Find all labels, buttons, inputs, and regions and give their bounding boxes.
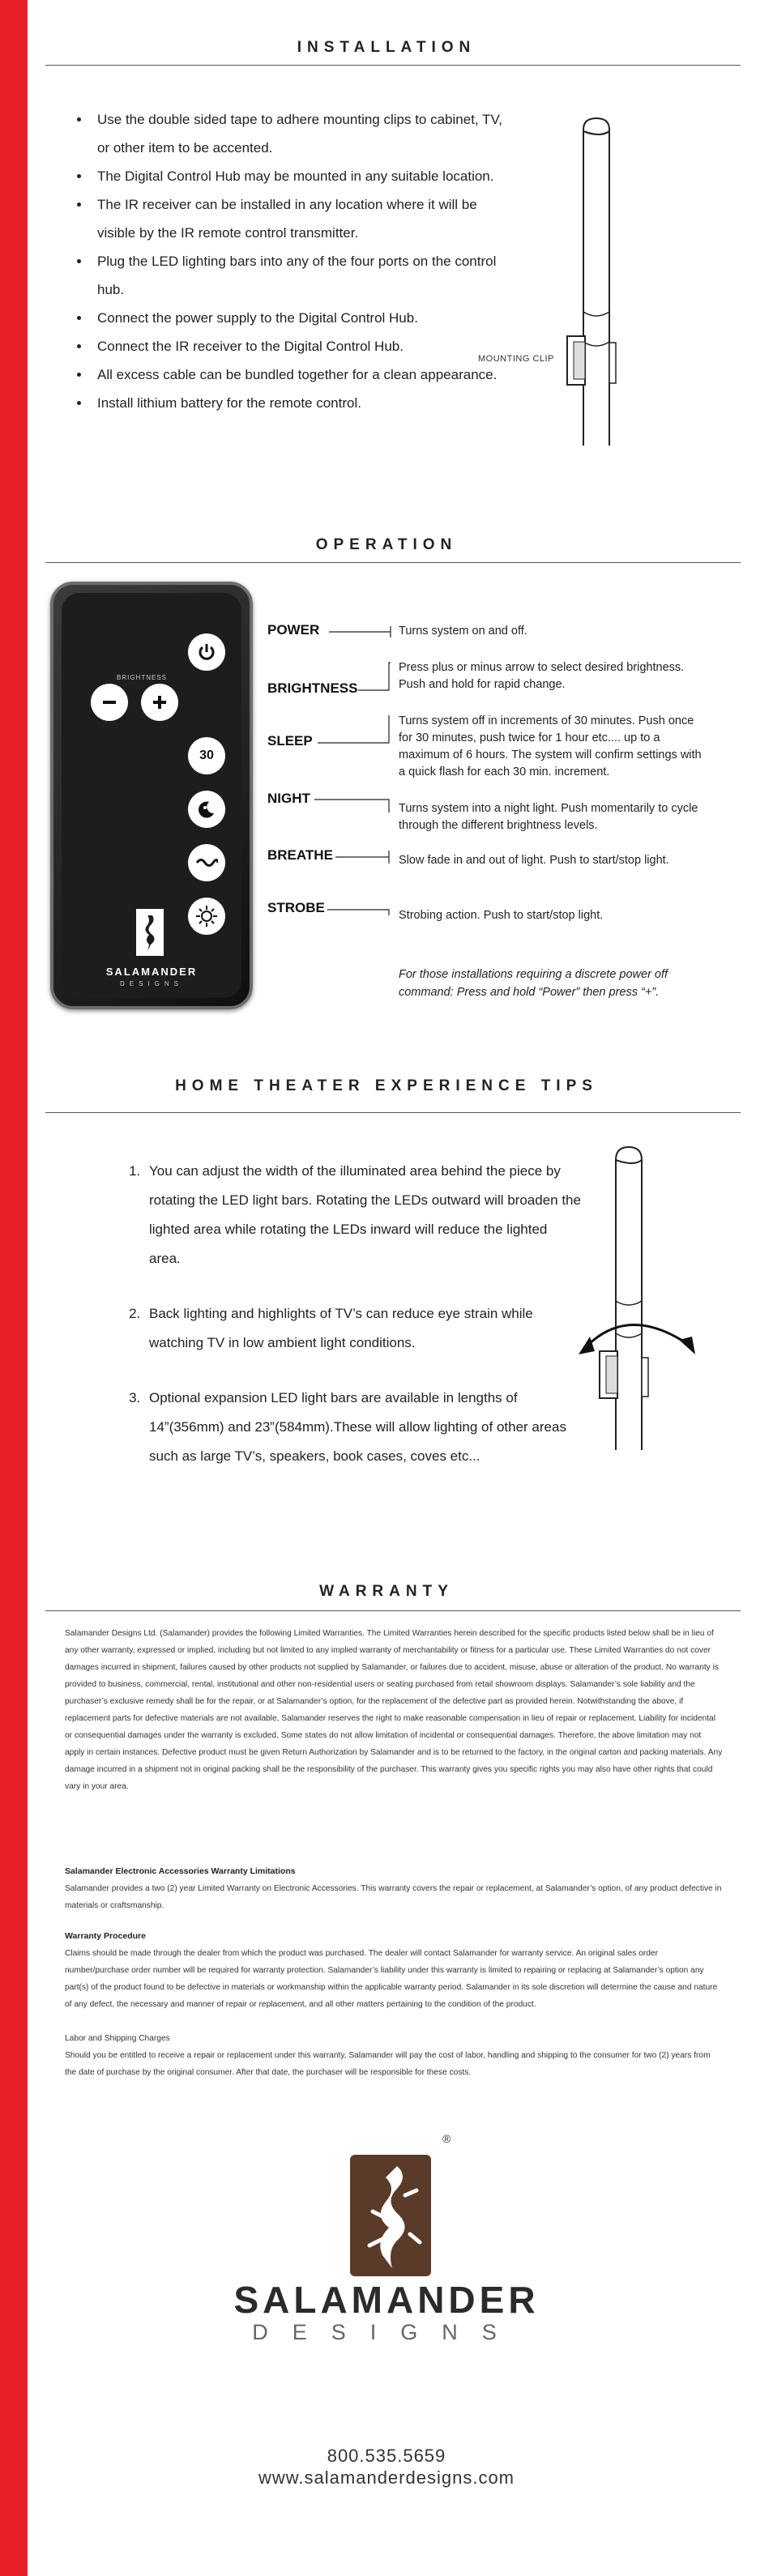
remote-brand-sub: DESIGNS (119, 980, 183, 987)
strobe-burst-icon (188, 898, 225, 935)
installation-title: INSTALLATION (297, 39, 476, 56)
list-item: • The Digital Control Hub may be mounted in any suitable location. (91, 162, 512, 190)
red-side-bar (0, 0, 28, 2576)
sleep-30-icon: 30 (188, 737, 225, 774)
brand-subtitle: DESIGNS (252, 2320, 521, 2344)
discrete-power-note: For those installations requiring a discrete power off command: Press and hold “Power” then press “+”. (399, 968, 668, 999)
led-bar-clip-illustration (551, 113, 673, 470)
tips-list (122, 1157, 582, 1497)
plus-icon (141, 684, 178, 721)
tips-title: HOME THEATER EXPERIENCE TIPS (175, 1077, 598, 1094)
brightness-row-label: BRIGHTNESS (267, 680, 358, 696)
night-label: NIGHT (267, 791, 310, 806)
remote-face (62, 593, 241, 998)
list-item: • Use the double sided tape to adhere mounting clips to cabinet, TV, or other item to be accented. (91, 105, 512, 162)
operation-divider (45, 562, 741, 563)
operation-leader-lines (267, 616, 405, 932)
registered-mark: ® (442, 2132, 451, 2145)
warranty-intro: Salamander Designs Ltd. (Salamander) provides the following Limited Warranties. The Limited Warranties herein described for the specific products listed below shall be in lieu of any other warranty, expressed or implied, including but not limited to any implied warranty of merchantability or fitness for a particular use. These Limited Warranties do not cover damages incurred in shipment, failures caused by other products not supplied by Salamander, or failures due to accident, misuse, abuse or alteration of the product. No warranty is provided to business, commercial, rental, institutional and other non-residential users or seating purchased from retail showroom displays. Salamander’s sole liability and the purchaser’s exclusive remedy shall be for the repair, or at Salamander’s option, for the replacement of the defective part as provided herein. Notwithstanding the above, if replacement parts for defective materials are not available, Salamander reserves the right to make reasonable compensation in lieu of repair or replacement. Liability for incidental or consequential damages under the warranty is excluded. Some states do not allow limitation of incidental or consequential damages. Therefore, the above limitation may not apply in certain instances. Defective product must be given Return Authorization by Salamander and is to be returned to the factory, in the original carton and packing materials. Any damage incurred in a shipment not in original packing shall be the responsibility of the purchaser. This warranty gives you specific rights you may also have other rights that could vary in your area. (65, 1629, 723, 1791)
tips-divider (45, 1112, 741, 1113)
breathe-label: BREATHE (267, 847, 333, 863)
list-item: • All excess cable can be bundled together for a clean appearance. (91, 360, 512, 389)
sleep-description: Turns system off in increments of 30 minutes. Push once for 30 minutes, push twice for 1 hour etc.... up to a maximum of 6 hours. The system will confirm settings with a quick flash for each 30 min. increment. (399, 714, 702, 778)
list-item: • Plug the LED lighting bars into any of the four ports on the control hub. (91, 247, 512, 304)
operation-title: OPERATION (315, 536, 458, 553)
power-icon (188, 633, 225, 671)
salamander-logo-icon (340, 2139, 441, 2284)
electronic-warranty-text: Salamander provides a two (2) year Limited Warranty on Electronic Accessories. This warranty covers the repair or replacement, at Salamander’s option, of any product defective in materials or craftsmanship. (65, 1884, 722, 1910)
list-item: 2. Back lighting and highlights of TV’s can reduce eye strain while watching TV in low ambient light conditions. (144, 1299, 582, 1358)
labor-shipping-text: Should you be entitled to receive a repair or replacement under this warranty, Salamander will pay the cost of labor, handling and shipping to the consumer for two (2) years from the date of purchase by the original consumer. After that date, the purchaser will be responsible for these costs. (65, 2051, 711, 2077)
warranty-title: WARRANTY (319, 1583, 454, 1600)
night-description: Turns system into a night light. Push momentarily to cycle through the different brightness levels. (399, 802, 698, 832)
power-label: POWER (267, 622, 320, 638)
brightness-description: Press plus or minus arrow to select desired brightness. Push and hold for rapid change. (399, 661, 685, 691)
sleep-label: SLEEP (267, 733, 313, 748)
list-item: • Connect the power supply to the Digital Control Hub. (91, 304, 512, 332)
warranty-procedure-text: Claims should be made through the dealer from which the product was purchased. The dealer will contact Salamander for warranty service. An original sales order number/purchase order number will be required for warranty protection. Salamander’s liability under this warranty is limited to repairing or replacing at Salamander’s option any part(s) of the product found to be defective in materials or workmanship within the applicable warranty period. Salamander in its sole discretion will determine the cause and nature of any defect, the necessary and manner of repair or replacement, and all other matters pertaining to the condition of the product. (65, 1949, 718, 2009)
strobe-label: STROBE (267, 900, 325, 915)
labor-shipping-heading: Labor and Shipping Charges (65, 2034, 170, 2043)
salamander-logo-icon (136, 909, 164, 956)
brightness-label: BRIGHTNESS (117, 674, 168, 681)
wave-icon (188, 844, 225, 881)
list-item: 1. You can adjust the width of the illuminated area behind the piece by rotating the LED light bars. Rotating the LEDs outward will broaden the lighted area while rotating the LEDs inward will reduce the lighted area. (144, 1157, 582, 1273)
list-item: • The IR receiver can be installed in any location where it will be visible by the IR remote control transmitter. (91, 190, 512, 247)
website-link[interactable]: www.salamanderdesigns.com (258, 2467, 515, 2488)
brand-name: SALAMANDER (233, 2279, 540, 2321)
list-item: 3. Optional expansion LED light bars are available in lengths of 14”(356mm) and 23”(584mm).These will allow lighting of other areas such as large TV’s, speakers, book cases, coves etc... (144, 1384, 582, 1471)
warranty-divider (45, 1610, 741, 1611)
strobe-description: Strobing action. Push to start/stop light. (399, 909, 604, 922)
phone-number: 800.535.5659 (327, 2446, 446, 2466)
rotate-led-bar-illustration (575, 1142, 721, 1466)
electronic-warranty-heading: Salamander Electronic Accessories Warranty Limitations (65, 1866, 296, 1876)
warranty-procedure-heading: Warranty Procedure (65, 1931, 146, 1941)
installation-list (75, 105, 512, 417)
list-item: • Connect the IR receiver to the Digital Control Hub. (91, 332, 512, 360)
power-description: Turns system on and off. (399, 625, 527, 638)
minus-icon (91, 684, 128, 721)
moon-star-icon (188, 791, 225, 828)
remote-brand: SALAMANDER (105, 966, 198, 978)
breathe-description: Slow fade in and out of light. Push to start/stop light. (399, 854, 669, 867)
list-item: • Install lithium battery for the remote control. (91, 389, 512, 417)
remote-control (50, 582, 253, 1009)
installation-divider (45, 65, 741, 66)
mounting-clip-label: MOUNTING CLIP (478, 354, 554, 364)
